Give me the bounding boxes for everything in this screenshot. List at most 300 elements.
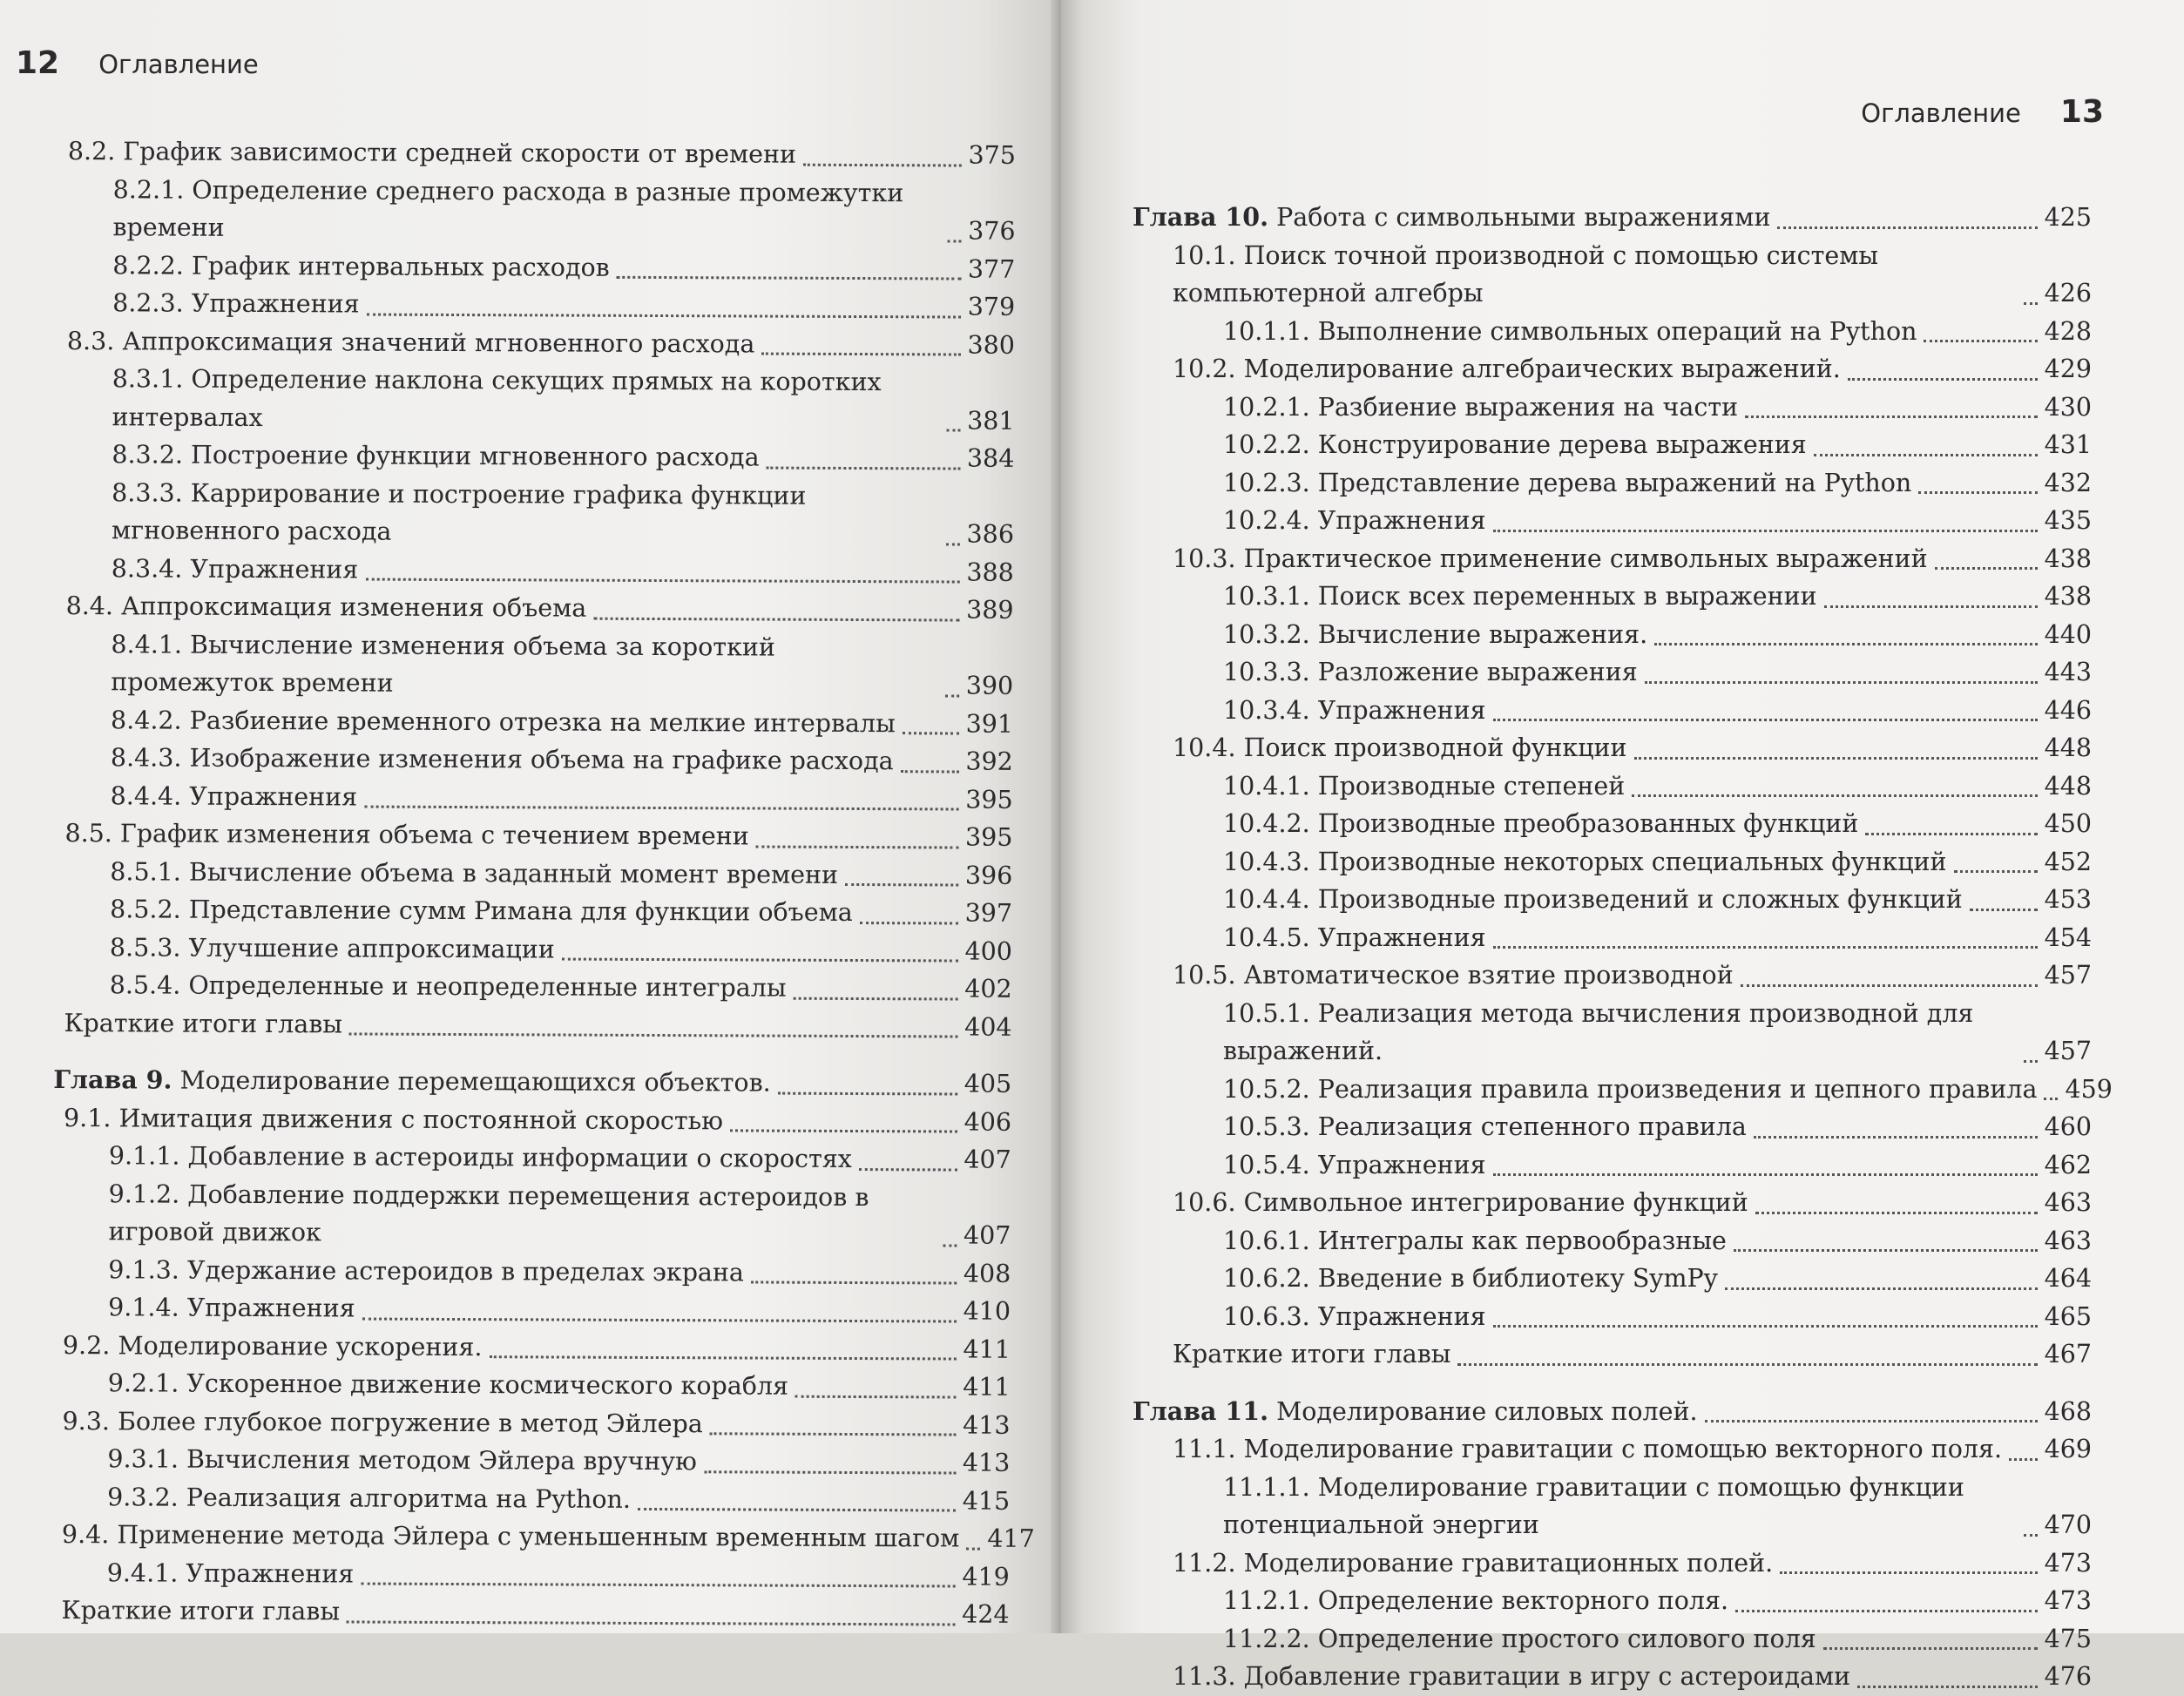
toc-entry-title (1223, 1582, 1728, 1620)
toc-entry (52, 1326, 1011, 1368)
toc-entry-text: 10.6.3. Упражнения (1223, 1301, 1486, 1331)
running-title: Оглавление (98, 50, 259, 79)
toc-entry-title (112, 550, 359, 589)
toc-entry-title (1223, 805, 1858, 843)
toc-entry-title (1223, 1108, 1747, 1146)
toc-entry-text: 10.6.1. Интегралы как первообразные (1223, 1226, 1727, 1255)
toc-entry-title (110, 966, 787, 1007)
dot-leader (2044, 1098, 2058, 1100)
toc-page-number: 438 (2044, 582, 2092, 611)
toc-entry-text: 9.1.2. Добавление поддержки перемещения астероидов в игровой движок (108, 1179, 869, 1247)
toc-entry-title (1173, 237, 2017, 313)
toc-entry-title (110, 890, 853, 931)
dot-leader (947, 240, 961, 242)
dot-leader (1954, 870, 2038, 873)
toc-entry-text: 10.5. Автоматическое взятие производной (1173, 961, 1734, 990)
toc-chapter-entry (1133, 1393, 2092, 1431)
toc-entry-text: 10.4.3. Производные некоторых специальных функций (1223, 847, 1947, 876)
toc-page-number: 426 (2044, 279, 2092, 307)
toc-entry-text: 10.4.4. Производные произведений и сложных функций (1223, 885, 1963, 914)
toc-page-number: 388 (966, 557, 1014, 587)
toc-entry-text: 10.3. Практическое применение символьных выражений (1173, 544, 1928, 573)
toc-page-number: 419 (962, 1562, 1010, 1591)
dot-leader (946, 543, 960, 545)
toc-entry-text: 8.4.4. Упражнения (110, 780, 358, 812)
toc-entry-title (112, 360, 939, 439)
toc-page-number: 397 (964, 898, 1013, 928)
toc-entry-title (108, 1288, 355, 1328)
dot-leader (1935, 567, 2038, 570)
toc-entry (51, 1440, 1010, 1482)
toc-entry-text: 8.2.3. Упражнения (112, 288, 360, 319)
toc-entry-text: 10.4. Поиск производной функции (1173, 733, 1627, 762)
toc-entry (1133, 805, 2092, 843)
toc-entry-title (111, 739, 894, 780)
dot-leader (704, 1470, 956, 1474)
toc-entry-title (1223, 464, 1911, 503)
dot-leader (1654, 643, 2037, 645)
toc-page-number: 408 (963, 1259, 1011, 1288)
toc-entry (55, 700, 1013, 742)
toc-page-number: 469 (2044, 1435, 2092, 1463)
toc-entry-title (1223, 1469, 2017, 1544)
toc-page-number: 381 (967, 406, 1015, 436)
toc-page-number: 452 (2044, 847, 2092, 876)
toc-entry (1133, 995, 2092, 1071)
dot-leader (2024, 1534, 2038, 1537)
dot-leader (945, 694, 959, 697)
toc-page-number: 448 (2044, 733, 2092, 762)
toc-page-number: 413 (963, 1410, 1011, 1440)
toc-page-number: 402 (964, 974, 1012, 1003)
dot-leader (1857, 1686, 2037, 1688)
dot-leader (562, 958, 958, 963)
toc-entry-text: 11.2.1. Определение векторного поля. (1223, 1586, 1729, 1615)
toc-entry (54, 890, 1012, 932)
dot-leader (859, 1168, 957, 1171)
toc-entry-text: 9.2. Моделирование ускорения. (62, 1330, 483, 1362)
toc-entry (55, 776, 1013, 818)
dot-leader (860, 922, 958, 924)
toc-entry-text: 10.5.3. Реализация степенного правила (1223, 1112, 1747, 1141)
toc-entry-text: 10.6.2. Введение в библиотеку SymPy (1223, 1264, 1718, 1293)
toc-entry-title (107, 1554, 355, 1593)
toc-entry-text: 8.5.3. Улучшение аппроксимации (109, 932, 555, 963)
toc-entry-title (111, 777, 358, 816)
toc-entry (1133, 692, 2092, 730)
dot-leader (778, 1091, 957, 1095)
toc-entry (1133, 616, 2092, 654)
toc-entry-title (110, 853, 838, 894)
toc-entry (1133, 389, 2092, 427)
toc-entry-title (108, 1175, 936, 1254)
dot-leader (1634, 757, 2038, 760)
toc-entry-text: Краткие итоги главы (1173, 1340, 1451, 1368)
dot-leader (2024, 302, 2038, 305)
toc-entry (1133, 1658, 2092, 1696)
toc-entry-text: 8.4.3. Изображение изменения объема на графике расхода (110, 743, 894, 776)
dot-leader (1632, 794, 2037, 797)
toc-page-number: 467 (2044, 1340, 2092, 1368)
toc-page-number: 432 (2044, 468, 2092, 497)
toc-page-number: 468 (2044, 1396, 2092, 1426)
toc-entry-text: 10.3.1. Поиск всех переменных в выражении (1223, 582, 1817, 611)
toc-entry (57, 321, 1015, 363)
dot-leader (943, 1244, 957, 1247)
dot-leader (794, 997, 958, 1000)
toc-page-number: 465 (2044, 1301, 2092, 1331)
toc-entry-title (1223, 995, 2017, 1071)
toc-entry-text: 8.2.2. График интервальных расходов (112, 250, 610, 282)
toc-entry-title (108, 1251, 744, 1292)
dot-leader (1457, 1363, 2037, 1366)
toc-page-number: 460 (2044, 1112, 2092, 1141)
dot-leader (1493, 1173, 2038, 1176)
toc-entry-title (67, 322, 755, 363)
toc-entry-title (107, 1440, 697, 1480)
dot-leader (1814, 454, 2038, 456)
toc-entry-title (1223, 502, 1486, 540)
toc-page-number: 404 (964, 1012, 1012, 1042)
toc-entry-title (1223, 1146, 1486, 1185)
toc-page-number: 476 (2044, 1662, 2092, 1691)
dot-leader (349, 1032, 957, 1037)
toc-entry-title (1223, 578, 1817, 616)
dot-leader (489, 1355, 956, 1360)
toc-entry-title (1223, 692, 1486, 730)
toc-entry-text: 10.1. Поиск точной производной с помощью системы компьютерной алгебры (1173, 240, 1879, 307)
toc-entry (54, 814, 1012, 856)
toc-entry (1133, 426, 2092, 464)
dot-leader (1725, 1287, 2038, 1290)
toc-entry (51, 1402, 1010, 1443)
toc-entry (57, 170, 1015, 250)
toc-entry (52, 1288, 1011, 1330)
toc-entry (1133, 1430, 2092, 1469)
dot-leader (361, 1583, 955, 1588)
toc-entry (1133, 1071, 2113, 1109)
toc-entry-text: 10.5.2. Реализация правила произведения и цепного правила (1223, 1074, 2038, 1104)
toc-entry (1133, 1108, 2092, 1146)
dot-leader (710, 1432, 956, 1436)
toc-page-number: 386 (966, 519, 1015, 549)
toc-entry-text: 8.3.2. Построение функции мгновенного расхода (112, 440, 760, 472)
toc-entry-title (109, 1137, 852, 1178)
toc-entry (53, 1098, 1011, 1140)
toc-entry-title (1173, 1658, 1850, 1696)
toc-entry (51, 1516, 1035, 1557)
toc-entry (51, 1477, 1010, 1519)
toc-entry-title (111, 701, 896, 742)
toc-entry-title (1173, 729, 1627, 767)
toc-page-number: 415 (962, 1486, 1011, 1516)
toc-page-number: 463 (2044, 1226, 2092, 1255)
dot-leader (1735, 1610, 2038, 1612)
toc-entry (52, 1174, 1011, 1254)
dot-leader (362, 1317, 957, 1322)
toc-entry-text: 9.3.2. Реализация алгоритма на Python. (107, 1482, 632, 1514)
toc-entry (1133, 1582, 2092, 1620)
toc-entry-title (112, 247, 610, 287)
dot-leader (1970, 909, 2038, 911)
toc-entry (1133, 350, 2092, 389)
toc-entry-title (63, 1327, 483, 1367)
toc-page-number: 411 (963, 1372, 1011, 1402)
toc-entry-text: 10.4.5. Упражнения (1223, 922, 1486, 952)
toc-entry-title (112, 436, 759, 476)
toc-entry-title (1223, 1298, 1486, 1336)
toc-page-number: 405 (964, 1069, 1012, 1098)
toc-entry (57, 284, 1015, 326)
toc-entry-title (1173, 350, 1841, 389)
toc-entry-title (112, 284, 360, 323)
dot-leader (1865, 833, 2037, 835)
toc-entry-title (66, 587, 587, 627)
toc-entry (53, 1137, 1011, 1179)
toc-page-number: 395 (965, 822, 1013, 852)
toc-entry-title (110, 929, 555, 969)
toc-entry-title (64, 814, 749, 855)
toc-entry-text: 9.3.1. Вычисления методом Эйлера вручную (107, 1444, 697, 1476)
dot-leader (1493, 530, 2038, 532)
toc-entry-text: 10.4.1. Производные степеней (1223, 771, 1626, 801)
toc-entry (55, 625, 1013, 705)
toc-entry-title (1173, 956, 1734, 995)
dot-leader (2009, 1458, 2038, 1461)
toc-entry (54, 852, 1012, 894)
toc-page-number: 395 (965, 785, 1013, 814)
toc-entry-text: Моделирование перемещающихся объектов. (179, 1065, 771, 1098)
dot-leader (1645, 681, 2038, 684)
toc-page-number: 464 (2044, 1264, 2092, 1293)
toc-entry (56, 587, 1014, 629)
toc-page-number: 463 (2044, 1188, 2092, 1217)
toc-entry-title (1223, 1620, 1816, 1659)
toc-entry-text: 11.1. Моделирование гравитации с помощью векторного поля. (1173, 1435, 2003, 1463)
toc-page-number: 391 (965, 709, 1014, 739)
dot-leader (1745, 416, 2037, 418)
toc-entry-text: 11.3. Добавление гравитации в игру с астероидами (1173, 1662, 1851, 1691)
toc-entry-text: Краткие итоги главы (61, 1596, 341, 1626)
toc-entry-text: 10.2. Моделирование алгебраических выражений. (1173, 355, 1841, 383)
toc-page-number: 430 (2044, 392, 2092, 422)
toc-entry (1133, 1146, 2092, 1185)
toc-entry-title (1223, 1260, 1718, 1298)
dot-leader (966, 1547, 980, 1550)
toc-page-number: 470 (2044, 1510, 2092, 1539)
toc-entry-title (1223, 881, 1963, 919)
toc-page-number: 380 (967, 330, 1016, 360)
toc-entry-title (1223, 389, 1738, 427)
toc-page-number: 443 (2044, 658, 2092, 686)
toc-entry-text: Краткие итоги главы (64, 1008, 343, 1038)
toc-entry (1133, 1222, 2092, 1260)
toc-entry-text: 11.2. Моделирование гравитационных полей. (1173, 1548, 1774, 1578)
toc-entry-text: 11.2.2. Определение простого силового поля (1223, 1624, 1816, 1653)
toc-entry (1133, 313, 2092, 351)
toc-entry (1133, 464, 2092, 503)
dot-leader (367, 313, 961, 318)
toc-list-left (51, 132, 1035, 1633)
toc-page-number: 429 (2044, 355, 2092, 383)
toc-entry-text: 10.3.4. Упражнения (1223, 695, 1486, 725)
toc-page-number: 407 (964, 1220, 1011, 1250)
toc-entry-text: 9.2.1. Ускоренное движение космического корабля (107, 1368, 789, 1401)
toc-entry (52, 1364, 1011, 1406)
dot-leader (1741, 984, 2038, 987)
toc-page-number: 407 (964, 1145, 1011, 1174)
dot-leader (1705, 1420, 2038, 1422)
toc-entry (1133, 540, 2092, 578)
toc-page-number: 453 (2044, 885, 2092, 914)
dot-leader (1493, 946, 2038, 949)
dot-leader (730, 1129, 957, 1132)
dot-leader (1848, 378, 2038, 381)
toc-entry-title (1223, 426, 1807, 464)
toc-entry-text: Моделирование силовых полей. (1276, 1396, 1698, 1426)
toc-entry (1133, 1620, 2092, 1659)
toc-entry (1133, 881, 2092, 919)
toc-entry (1133, 653, 2092, 692)
dot-leader (845, 883, 958, 887)
toc-entry (57, 132, 1016, 174)
toc-entry-text: 9.1.3. Удержание астероидов в пределах экрана (108, 1254, 745, 1287)
toc-entry (1133, 767, 2092, 806)
toc-page-number: 457 (2044, 961, 2092, 990)
toc-entry (1133, 1298, 2092, 1336)
toc-entry-text: 8.2.1. Определение среднего расхода в разные промежутки времени (112, 174, 904, 242)
running-title: Оглавление (1861, 98, 2021, 128)
toc-entry (1133, 729, 2092, 767)
dot-leader (1755, 1212, 2038, 1214)
toc-entry (1133, 919, 2092, 957)
toc-entry-title (112, 474, 939, 553)
toc-entry (51, 1553, 1010, 1595)
toc-entry-text: 10.4.2. Производные преобразованных функций (1223, 809, 1859, 838)
toc-entry-text: 8.5.4. Определенные и неопределенные интегралы (109, 970, 787, 1003)
toc-entry-text: 8.3.4. Упражнения (111, 553, 359, 584)
toc-entry-text: 9.4.1. Упражнения (106, 1557, 355, 1589)
toc-page-number: 450 (2044, 809, 2092, 838)
dot-leader (638, 1508, 956, 1512)
toc-chapter-entry (53, 1061, 1011, 1103)
toc-page-number: 438 (2044, 544, 2092, 573)
toc-page-number: 379 (967, 292, 1016, 321)
toc-entry-text: 9.4. Применение метода Эйлера с уменьшенным временным шагом (61, 1520, 960, 1553)
toc-page-number: 473 (2044, 1586, 2092, 1615)
toc-entry (1133, 1260, 2092, 1298)
dot-leader (365, 578, 959, 584)
toc-page-number: 440 (2044, 619, 2092, 649)
toc-entry (56, 436, 1014, 477)
toc-entry (53, 1003, 1011, 1045)
toc-entry-text: 10.5.4. Упражнения (1223, 1150, 1486, 1179)
toc-entry-text: 8.5.2. Представление сумм Римана для функции объема (110, 895, 853, 927)
toc-page-number: 390 (965, 671, 1014, 700)
toc-list-right (1133, 179, 2113, 1696)
toc-entry-text: 8.4. Аппроксимация изменения объема (65, 591, 587, 623)
toc-entry-title (62, 1402, 702, 1443)
dot-leader (593, 617, 959, 621)
dot-leader (751, 1280, 957, 1284)
toc-entry (54, 966, 1012, 1008)
toc-page-number: 457 (2044, 1037, 2092, 1065)
toc-page-number: 413 (962, 1448, 1011, 1477)
toc-entry-text: 9.3. Более глубокое погружение в метод Эйлера (62, 1406, 703, 1438)
toc-entry (51, 1591, 1010, 1633)
toc-entry (1133, 1335, 2092, 1374)
toc-entry-text: 11.1.1. Моделирование гравитации с помощью функции потенциальной энергии (1223, 1472, 1964, 1539)
dot-leader (1493, 1325, 2038, 1328)
toc-entry-text: 9.1.1. Добавление в астероиды информации о скоростях (108, 1141, 852, 1173)
toc-page-number: 428 (2044, 316, 2092, 346)
toc-entry-text: 8.3.3. Каррирование и построение графика функции мгновенного расхода (111, 477, 807, 546)
dot-leader (364, 806, 958, 811)
toc-entry-text: 9.1.4. Упражнения (108, 1293, 355, 1323)
dot-leader (803, 163, 961, 166)
toc-entry-title (62, 1591, 341, 1631)
toc-page-number: 462 (2044, 1150, 2092, 1179)
toc-entry-title (107, 1478, 631, 1518)
page-number: 12 (16, 45, 60, 81)
toc-entry-text: 8.4.2. Разбиение временного отрезка на мелкие интервалы (110, 705, 896, 738)
toc-entry-title (1173, 1430, 2002, 1469)
page-number: 13 (2059, 94, 2104, 130)
dot-leader (1780, 1571, 2037, 1574)
dot-leader (756, 845, 958, 848)
dot-leader (1924, 340, 2037, 342)
toc-entry-text: 8.3. Аппроксимация значений мгновенного расхода (66, 326, 755, 358)
toc-entry-text: 8.3.1. Определение наклона секущих прямых на коротких интервалах (112, 364, 882, 432)
toc-entry-title (1223, 843, 1947, 882)
toc-entry-title (1173, 1184, 1748, 1222)
left-page (0, 0, 1061, 1633)
toc-entry (55, 739, 1013, 780)
dot-leader (1493, 719, 2038, 721)
toc-entry-title (53, 1061, 771, 1102)
toc-entry-title (1133, 1393, 1698, 1431)
toc-page-number: 448 (2044, 771, 2092, 801)
toc-entry (1133, 843, 2092, 882)
dot-leader (1823, 1647, 2038, 1650)
toc-page-number: 446 (2044, 695, 2092, 725)
toc-entry (56, 360, 1014, 440)
toc-entry-title (64, 1004, 342, 1044)
dot-leader (795, 1395, 956, 1398)
toc-entry (56, 473, 1014, 553)
toc-entry-title (1173, 1544, 1773, 1583)
toc-entry-text: 10.3.2. Вычисление выражения. (1223, 619, 1648, 649)
toc-entry-text: 8.2. График зависимости средней скорости от времени (67, 137, 797, 169)
dot-leader (767, 466, 960, 470)
toc-page-number: 417 (987, 1524, 1035, 1553)
toc-entry-text: 10.3.3. Разложение выражения (1223, 658, 1638, 686)
toc-entry-title (1173, 1335, 1450, 1374)
toc-entry (1133, 502, 2092, 540)
toc-entry-title (1223, 767, 1625, 806)
toc-entry (52, 1250, 1011, 1292)
left-page-header (16, 45, 259, 81)
toc-page-number: 375 (968, 140, 1016, 170)
toc-entry-title (1173, 540, 1928, 578)
toc-page-number: 389 (966, 595, 1014, 625)
chapter-label: Глава 10. (1133, 202, 1269, 232)
dot-leader (1824, 605, 2038, 608)
toc-entry (1133, 1184, 2092, 1222)
dot-leader (1754, 1136, 2038, 1139)
toc-page-number: 424 (962, 1599, 1010, 1629)
dot-leader (1734, 1249, 2038, 1252)
